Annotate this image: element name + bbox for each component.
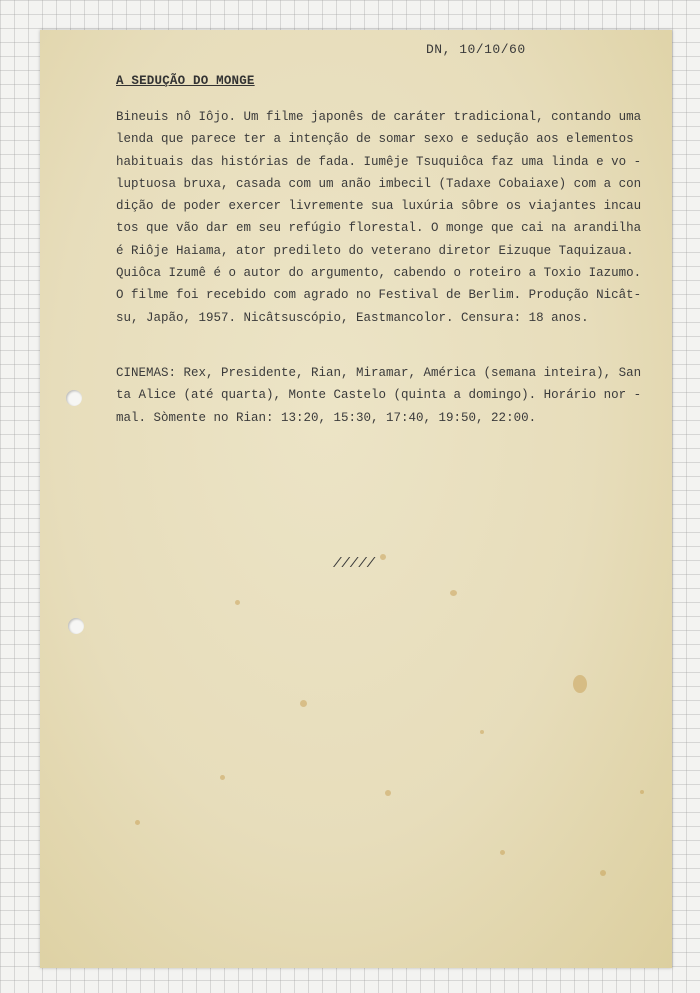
foxing-stain xyxy=(220,775,225,780)
foxing-stain xyxy=(135,820,140,825)
foxing-stain xyxy=(500,850,505,855)
typed-page xyxy=(40,30,672,968)
foxing-stain xyxy=(235,600,240,605)
end-mark: ///// xyxy=(333,556,376,572)
review-paragraph: Bineuis nô Iôjo. Um filme japonês de caráter tradicional, contando uma lenda que parece ter a intenção de somar sexo e sedução aos elementos habituais das histórias de fada. Iumêje Tsuquiôca faz uma linda e vo - luptuosa bruxa, casada com um anão imbecil (Tadaxe Cobaiaxe) com a con dição de poder exercer livremente sua luxúria sôbre os viajantes incau tos que vão dar em seu refúgio florestal. O monge que cai na arandilha é Riôje Haiama, ator predileto do veterano diretor Eizuque Taquizaua. Quiôca Izumê é o autor do argumento, cabendo o roteiro a Toxio Iazumo. O filme foi recebido com agrado no Festival de Berlim. Produção Nicât- su, Japão, 1957. Nicâtsuscópio, Eastmancolor. Censura: 18 anos. xyxy=(116,110,642,325)
article-title: A SEDUÇÃO DO MONGE xyxy=(116,74,255,88)
document-reference: DN, 10/10/60 xyxy=(426,42,526,57)
foxing-stain xyxy=(380,554,386,560)
foxing-stain xyxy=(450,590,457,596)
punch-hole xyxy=(66,390,82,406)
foxing-stain xyxy=(300,700,307,707)
punch-hole xyxy=(68,618,84,634)
cinemas-paragraph: CINEMAS: Rex, Presidente, Rian, Miramar, América (semana inteira), San ta Alice (até quarta), Monte Castelo (quinta a domingo). Horário nor - mal. Sòmente no Rian: 13:20, 15:30, 17:40, 19:50, 22:00. xyxy=(116,366,642,425)
foxing-stain xyxy=(640,790,644,794)
foxing-stain xyxy=(480,730,484,734)
foxing-stain xyxy=(385,790,391,796)
foxing-stain xyxy=(600,870,606,876)
foxing-stain xyxy=(573,675,587,693)
